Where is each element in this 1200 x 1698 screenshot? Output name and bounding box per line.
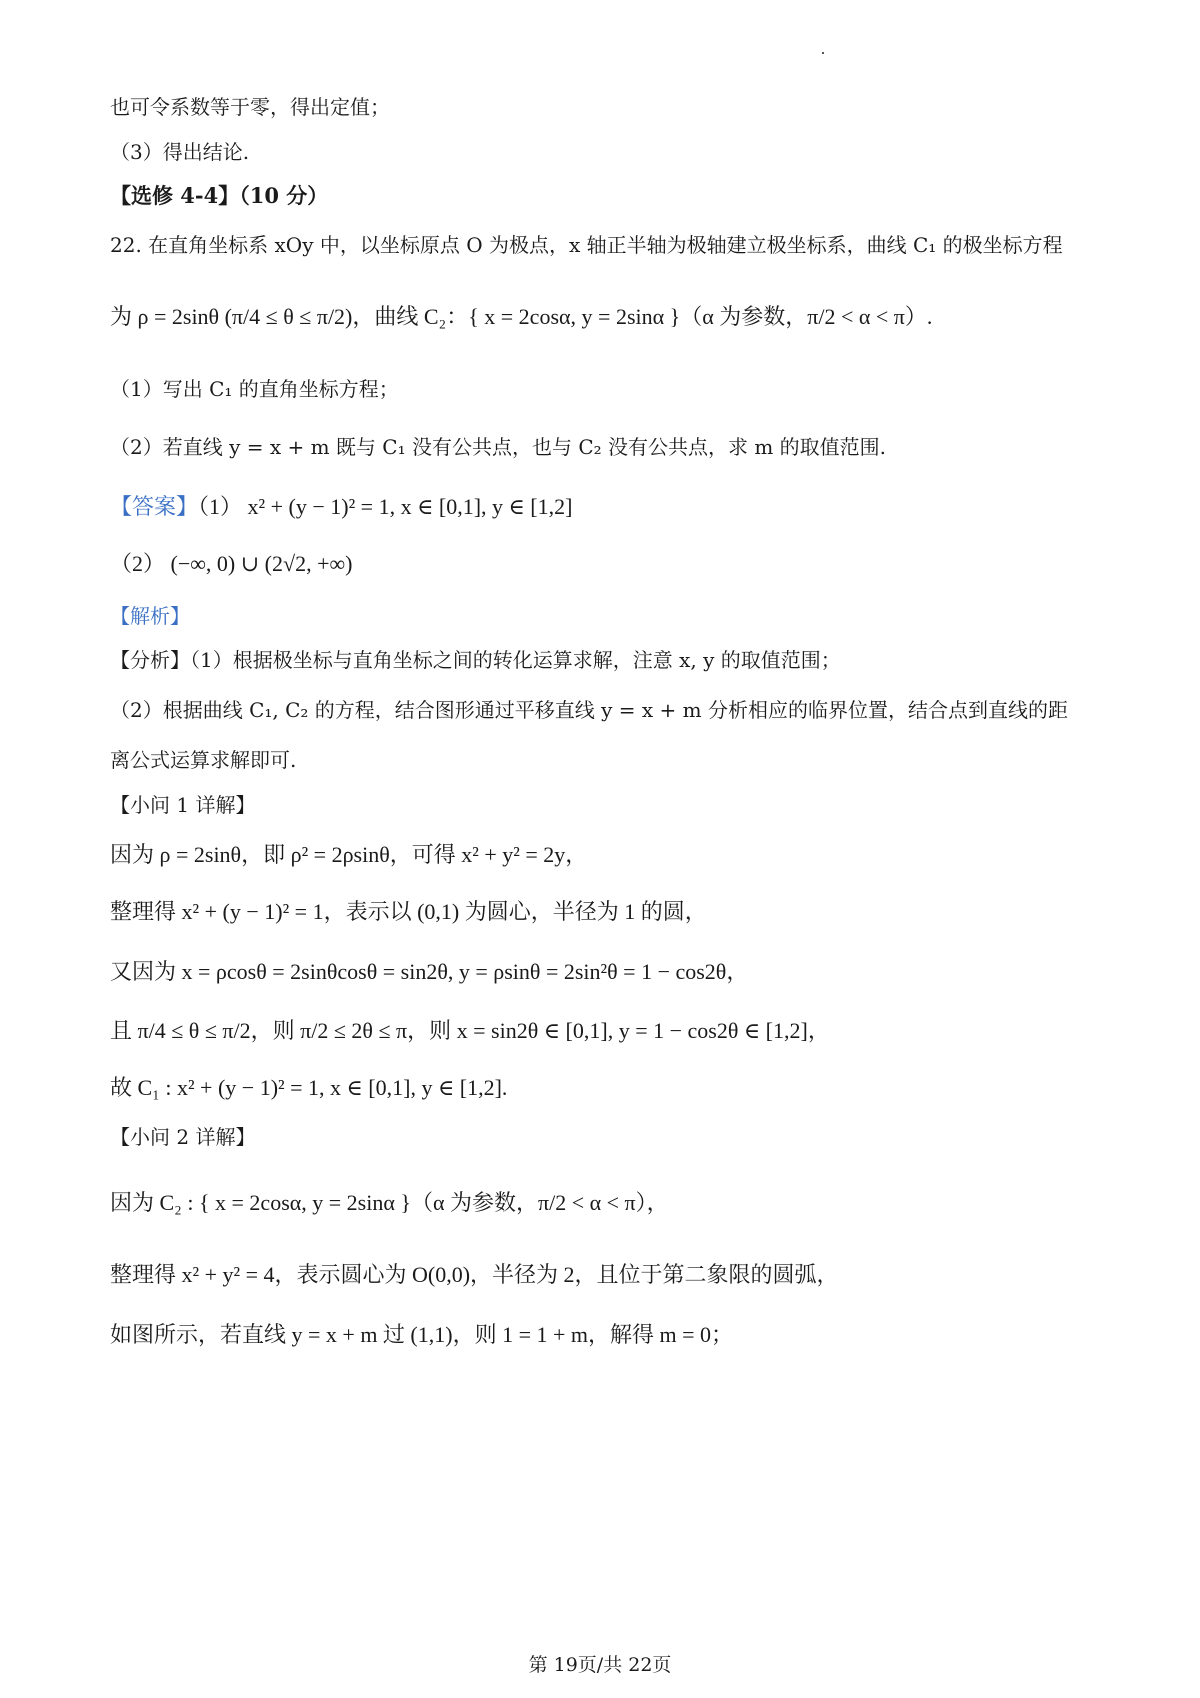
- subquestion-1-heading: 【小问 1 详解】: [110, 793, 256, 817]
- analysis-line-1: 【分析】（1）根据极坐标与直角坐标之间的转化运算求解，注意 x, y 的取值范围；: [110, 648, 841, 672]
- analysis-line-2: （2）根据曲线 C₁, C₂ 的方程，结合图形通过平移直线 y = x + m 分析相应的临界位置，结合点到直线的距: [110, 698, 1068, 722]
- section-heading: 【选修 4-4】（10 分）: [110, 183, 329, 208]
- subquestion-2-heading: 【小问 2 详解】: [110, 1125, 256, 1149]
- answer-line-1: [110, 492, 1110, 522]
- answer-part-1: （1） x² + (y − 1)² = 1, x ∈ [0,1], y ∈ [1,2]: [198, 494, 573, 519]
- solution-1-line-4: 且 π/4 ≤ θ ≤ π/2，则 π/2 ≤ 2θ ≤ π，则 x = sin2θ ∈ [0,1], y = 1 − cos2θ ∈ [1,2]，: [110, 1018, 830, 1043]
- question-line-2: 为 ρ = 2sinθ (π/4 ≤ θ ≤ π/2)，曲线 C₂：{ x = 2cosα, y = 2sinα }（α 为参数，π/2 < α < π）.: [110, 304, 933, 329]
- question-part-1: （1）写出 C₁ 的直角坐标方程；: [110, 377, 399, 401]
- answer-part-2: （2） (−∞, 0) ∪ (2√2, +∞): [110, 551, 353, 576]
- analysis-label: 【解析】: [110, 604, 190, 628]
- text-line-1: 也可令系数等于零，得出定值；: [110, 95, 390, 119]
- page-number-footer: 第 19页/共 22页: [528, 1654, 672, 1676]
- question-part-2: （2）若直线 y = x + m 既与 C₁ 没有公共点，也与 C₂ 没有公共点，求 m 的取值范围.: [110, 435, 887, 459]
- analysis-line-3: 离公式运算求解即可.: [110, 748, 297, 772]
- question-line-1: 22. 在直角坐标系 xOy 中，以坐标原点 O 为极点，x 轴正半轴为极轴建立极坐标系，曲线 C₁ 的极坐标方程: [110, 233, 1063, 257]
- text-line-2: （3）得出结论.: [110, 140, 250, 164]
- solution-2-line-2: 整理得 x² + y² = 4，表示圆心为 O(0,0)，半径为 2，且位于第二象限的圆弧，: [110, 1262, 839, 1287]
- scan-dot: [822, 52, 824, 54]
- solution-1-line-1: 因为 ρ = 2sinθ，即 ρ² = 2ρsinθ，可得 x² + y² = 2y，: [110, 842, 588, 867]
- solution-1-line-3: 又因为 x = ρcosθ = 2sinθcosθ = sin2θ, y = ρsinθ = 2sin²θ = 1 − cos2θ，: [110, 959, 749, 984]
- solution-1-line-2: 整理得 x² + (y − 1)² = 1，表示以 (0,1) 为圆心，半径为 1 的圆，: [110, 899, 707, 924]
- solution-2-line-3: 如图所示，若直线 y = x + m 过 (1,1)，则 1 = 1 + m，解得 m = 0；: [110, 1322, 734, 1347]
- solution-2-line-1: 因为 C₂ : { x = 2cosα, y = 2sinα }（α 为参数，π/2 < α < π），: [110, 1190, 669, 1215]
- solution-1-line-5: 故 C₁ : x² + (y − 1)² = 1, x ∈ [0,1], y ∈ [1,2].: [110, 1075, 508, 1100]
- answer-label: 【答案】: [110, 494, 199, 519]
